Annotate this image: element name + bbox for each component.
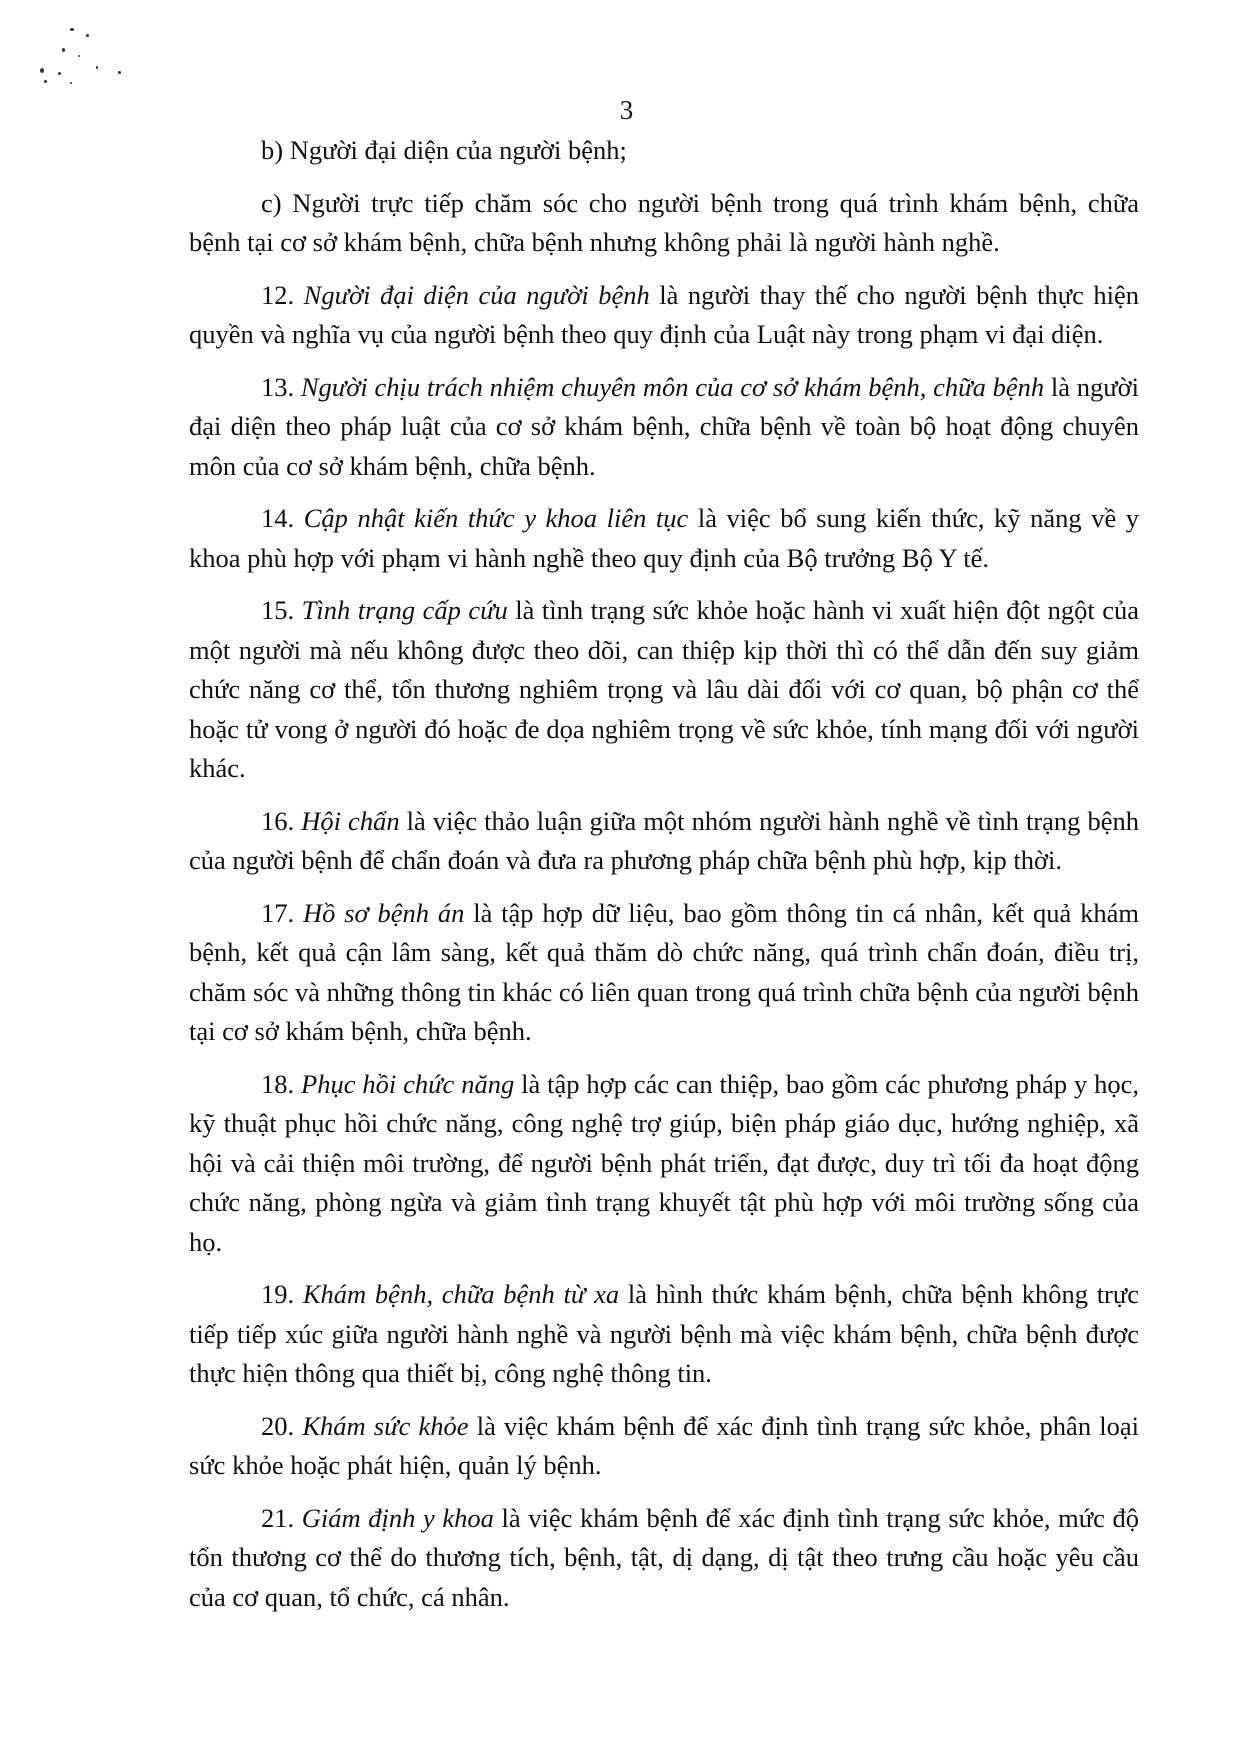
scan-speck xyxy=(86,34,89,37)
defined-term: Cập nhật kiến thức y khoa liên tục xyxy=(303,503,689,533)
scan-speck xyxy=(70,28,74,31)
paragraph-14: 14. Cập nhật kiến thức y khoa liên tục là việc bổ sung kiến thức, kỹ năng về y khoa phù hợp với phạm vi hành nghề theo quy định của Bộ trưởng Bộ Y tế. xyxy=(189,503,1140,573)
scan-speck xyxy=(40,68,44,73)
paragraph-16: 16. Hội chẩn là việc thảo luận giữa một nhóm người hành nghề về tình trạng bệnh của người bệnh để chẩn đoán và đưa ra phương pháp chữa bệnh phù hợp, kịp thời. xyxy=(189,805,1140,875)
scan-speck xyxy=(70,82,72,84)
paragraph-15: 15. Tình trạng cấp cứu là tình trạng sức khỏe hoặc hành vi xuất hiện đột ngột của một người mà nếu không được theo dõi, can thiệp kịp thời thì có thể dẫn đến suy giảm chức năng cơ thể, tổn thương nghiêm trọng và lâu dài đối với cơ quan, bộ phận cơ thể hoặc tử vong ở người đó hoặc đe dọa nghiêm trọng về sức khỏe, tính mạng đối với người khác. xyxy=(189,595,1139,783)
paragraph-c: c) Người trực tiếp chăm sóc cho người bệnh trong quá trình khám bệnh, chữa bệnh tại cơ sở khám bệnh, chữa bệnh nhưng không phải là người hành nghề. xyxy=(189,187,1139,257)
defined-term: Hồ sơ bệnh án xyxy=(302,897,465,928)
paragraph-18: 18. Phục hồi chức năng là tập hợp các can thiệp, bao gồm các phương pháp y học, kỹ thuật phục hồi chức năng, công nghệ trợ giúp, biện pháp giáo dục, hướng nghiệp, xã hội và cải thiện môi trường, để người bệnh phát triển, đạt được, duy trì tối đa hoạt động chức năng, phòng ngừa và giảm tình trạng khuyết tật phù hợp với môi trường sống của họ. xyxy=(189,1068,1140,1257)
paragraph-b: b) Người đại diện của người bệnh; xyxy=(261,135,627,165)
scan-speck xyxy=(44,80,47,83)
defined-term: Người đại diện của người bệnh xyxy=(303,279,650,310)
defined-term: Hội chẩn xyxy=(301,805,400,836)
defined-term: Người chịu trách nhiệm chuyên môn của cơ sở khám bệnh, chữa bệnh xyxy=(300,371,1045,402)
scan-speck xyxy=(78,55,80,57)
paragraph-13: 13. Người chịu trách nhiệm chuyên môn của cơ sở khám bệnh, chữa bệnh là người đại diện theo pháp luật của cơ sở khám bệnh, chữa bệnh về toàn bộ hoạt động chuyên môn của cơ sở khám bệnh, chữa bệnh. xyxy=(189,371,1139,481)
scan-speck xyxy=(96,66,98,69)
scan-speck xyxy=(62,48,65,52)
document-body xyxy=(189,131,1139,1630)
paragraph-12: 12. Người đại diện của người bệnh là người thay thế cho người bệnh thực hiện quyền và nghĩa vụ của người bệnh theo quy định của Luật này trong phạm vi đại diện. xyxy=(189,279,1139,349)
paragraph-17: 17. Hồ sơ bệnh án là tập hợp dữ liệu, bao gồm thông tin cá nhân, kết quả khám bệnh, kết quả cận lâm sàng, kết quả thăm dò chức năng, quá trình chẩn đoán, điều trị, chăm sóc và những thông tin khác có liên quan trong quá trình chữa bệnh của người bệnh tại cơ sở khám bệnh, chữa bệnh. xyxy=(189,897,1140,1046)
paragraph-20: 20. Khám sức khỏe là việc khám bệnh để xác định tình trạng sức khỏe, phân loại sức khỏe hoặc phát hiện, quản lý bệnh. xyxy=(189,1410,1139,1480)
defined-term: Khám sức khỏe xyxy=(302,1410,469,1441)
paragraph-19: 19. Khám bệnh, chữa bệnh từ xa là hình thức khám bệnh, chữa bệnh không trực tiếp tiếp xúc giữa người hành nghề và người bệnh mà việc khám bệnh, chữa bệnh được thực hiện thông qua thiết bị, công nghệ thông tin. xyxy=(189,1279,1139,1388)
defined-term: Giám định y khoa xyxy=(301,1502,494,1533)
scan-speck xyxy=(58,72,61,75)
scan-speck xyxy=(118,71,121,74)
defined-term: Khám bệnh, chữa bệnh từ xa xyxy=(302,1279,620,1309)
page-number: 3 xyxy=(619,95,634,125)
paragraph-21: 21. Giám định y khoa là việc khám bệnh để xác định tình trạng sức khỏe, mức độ tổn thương cơ thể do thương tích, bệnh, tật, dị dạng, dị tật theo trưng cầu hoặc yêu cầu của cơ quan, tổ chức, cá nhân. xyxy=(189,1502,1139,1612)
defined-term: Phục hồi chức năng xyxy=(301,1068,515,1099)
defined-term: Tình trạng cấp cứu xyxy=(301,595,508,625)
